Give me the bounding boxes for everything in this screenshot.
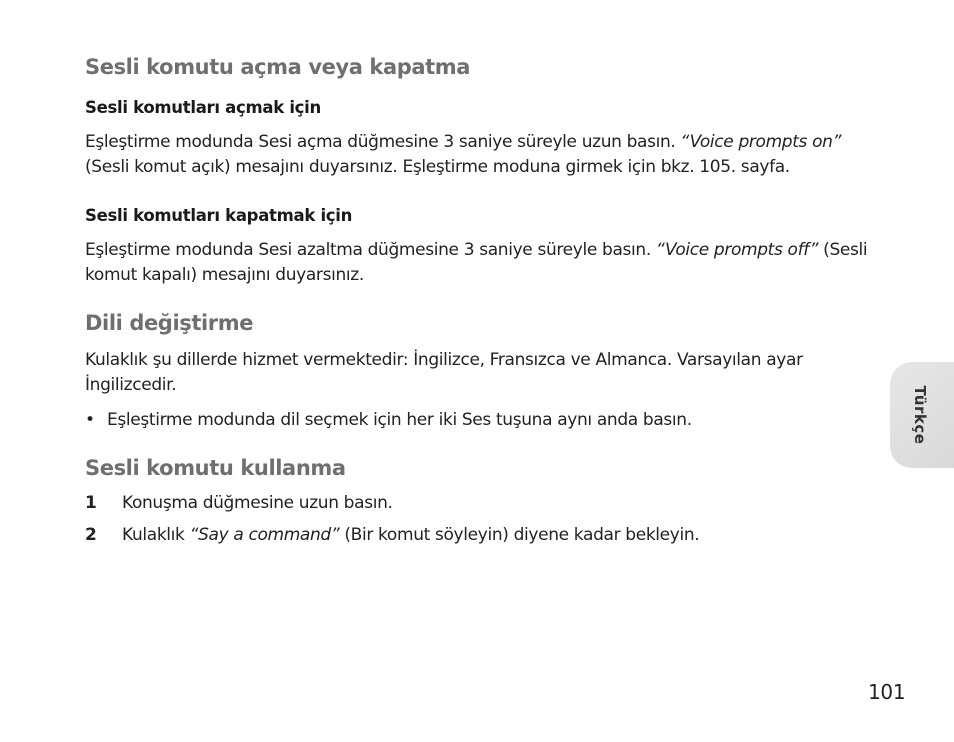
list-item <box>85 408 875 433</box>
step-text <box>122 491 393 516</box>
paragraph-language: Kulaklık şu dillerde hizmet vermektedir: İngilizce, Fransızca ve Almanca. Varsayılan ayar İngilizcedir. <box>85 350 803 395</box>
paragraph-enable <box>85 130 875 180</box>
step-text <box>122 523 699 548</box>
text-segment: Konuşma düğmesine uzun basın. <box>122 493 393 513</box>
side-tab-label: Türkçe <box>911 385 929 445</box>
bullet-text: Eşleştirme modunda dil seçmek için her iki Ses tuşuna aynı anda basın. <box>107 410 692 430</box>
subsection-title-disable: Sesli komutları kapatmak için <box>85 206 353 225</box>
quote-say-a-command: “Say a command” <box>189 525 340 545</box>
quote-voice-prompts-on: “Voice prompts on” <box>680 132 842 152</box>
page-number: 101 <box>868 680 906 704</box>
text-segment: (Sesli komut kapalı) mesajını duyarsınız. <box>85 240 868 285</box>
step-item-1 <box>85 491 875 516</box>
section-title-voice-toggle: Sesli komutu açma veya kapatma <box>85 55 471 79</box>
subsection-title-enable: Sesli komutları açmak için <box>85 98 321 117</box>
text-segment: (Bir komut söyleyin) diyene kadar bekleyin. <box>339 525 700 545</box>
step-item-2 <box>85 523 875 548</box>
step-number: 2 <box>85 525 97 545</box>
bullet-mark: • <box>85 410 95 430</box>
text-segment: Eşleştirme modunda Sesi açma düğmesine 3 saniye süreyle uzun basın. <box>85 132 681 152</box>
quote-voice-prompts-off: “Voice prompts off” <box>655 240 819 260</box>
text-segment: Eşleştirme modunda Sesi azaltma düğmesine 3 saniye süreyle basın. <box>85 240 656 260</box>
page-content <box>85 52 875 548</box>
section-title-usage: Sesli komutu kullanma <box>85 456 346 480</box>
step-number: 1 <box>85 493 97 513</box>
section-title-language: Dili değiştirme <box>85 311 254 335</box>
text-segment: (Sesli komut açık) mesajını duyarsınız. Eşleştirme moduna girmek için bkz. 105. sayfa. <box>85 157 790 177</box>
paragraph-disable <box>85 238 875 288</box>
text-segment: Kulaklık <box>122 525 190 545</box>
